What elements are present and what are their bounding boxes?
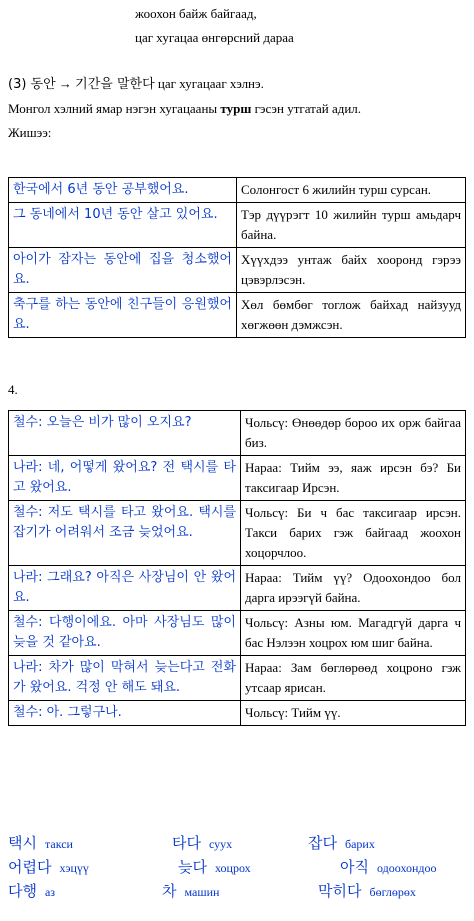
section-3-description [8,100,361,118]
vocab-mongolian: одоохондоо [376,861,437,875]
table-row [9,411,466,456]
vocab-item [178,856,251,877]
korean-cell: 축구를 하는 동안에 친구들이 응원했어요. [9,293,237,338]
vocab-item [172,832,232,853]
korean-cell: 한국에서 6년 동안 공부했어요. [9,178,237,203]
vocab-mongolian: барих [344,837,375,851]
table-row [9,203,466,248]
vocab-korean: 아직 [340,858,369,876]
vocab-korean: 다행 [8,882,37,900]
desc-text: Монгол хэлний ямар нэгэн хугацааны [8,101,221,116]
intro-line-2: цаг хугацаа өнгөрсний дараа [135,30,294,45]
korean-cell: 철수: 저도 택시를 타고 왔어요. 택시를 잡기가 어려워서 조금 늦었어요. [9,501,241,566]
vocab-mongolian: аз [44,885,56,899]
vocab-item [8,832,73,853]
mongolian-cell: Хөл бөмбөг тоглож байхад найзууд хөгжөөн дэмжсэн. [237,293,466,338]
vocab-korean: 타다 [172,834,201,852]
korean-cell: 그 동네에서 10년 동안 살고 있어요. [9,203,237,248]
vocab-korean: 막히다 [318,882,362,900]
table-row [9,501,466,566]
table-row [9,248,466,293]
table-row [9,293,466,338]
mongolian-cell: Хүүхдээ унтаж байх хооронд гэрээ цэвэрлэсэн. [237,248,466,293]
korean-cell: 철수: 다행이에요. 아마 사장님도 많이 늦을 것 같아요. [9,611,241,656]
table-row [9,611,466,656]
table-row [9,178,466,203]
vocab-korean: 어렵다 [8,858,52,876]
mongolian-cell: Нараа: Тийм үү? Одоохондоо бол дарга ирээгүй байна. [241,566,466,611]
vocab-korean: 차 [162,882,177,900]
section-4-heading: 4. [8,382,18,397]
mongolian-cell: Чольсү: Өнөөдөр бороо их орж байгаа биз. [241,411,466,456]
mongolian-cell: Нараа: Тийм ээ, яаж ирсэн бэ? Би таксигаар Ирсэн. [241,456,466,501]
table-row [9,566,466,611]
desc-bold-word: турш [220,101,252,116]
vocab-mongolian: хэцүү [59,861,89,875]
mongolian-cell: Чольсү: Би ч бас таксигаар ирсэн. Такси барих гэж байгаад жоохон хоцорчлоо. [241,501,466,566]
korean-cell: 나라: 네, 어떻게 왔어요? 전 택시를 타고 왔어요. [9,456,241,501]
vocab-item [318,880,416,901]
vocab-item [8,880,55,901]
arrow-icon: → [58,76,72,91]
mongolian-cell: Нараа: Зам бөглөрөөд хоцроно гэж утсаар ярисан. [241,656,466,701]
table-row [9,456,466,501]
desc-text-end: гэсэн утгатай адил. [251,101,362,116]
mongolian-cell: Солонгост 6 жилийн турш сурсан. [237,178,466,203]
korean-cell: 철수: 아. 그렇구나. [9,701,241,726]
vocab-korean: 택시 [8,834,37,852]
korean-cell: 나라: 차가 많이 막혀서 늦는다고 전화가 왔어요. 걱정 안 해도 돼요. [9,656,241,701]
dialogue-table [8,410,466,726]
heading-mongolian: цаг хугацааг хэлнэ. [157,76,264,91]
heading-number: (3) 동안 [8,77,56,92]
heading-korean: 기간을 말한다 [75,77,155,92]
vocab-item [8,856,89,877]
mongolian-cell: Чольсү: Азны юм. Магадгүй дарга ч бас Нэлээн хоцрох юм шиг байна. [241,611,466,656]
section-3-heading [8,75,264,94]
vocab-item [162,880,219,901]
vocab-mongolian: такси [44,837,73,851]
vocab-item [340,856,437,877]
vocab-item [308,832,375,853]
korean-cell: 나라: 그래요? 아직은 사장님이 안 왔어요. [9,566,241,611]
vocab-mongolian: хоцрох [214,861,251,875]
table-row [9,656,466,701]
vocab-mongolian: суух [208,837,233,851]
korean-cell: 아이가 잠자는 동안에 집을 청소했어요. [9,248,237,293]
example-label: Жишээ: [8,125,52,140]
vocab-korean: 잡다 [308,834,337,852]
intro-line-1: жоохон байж байгаад, [135,6,257,21]
mongolian-cell: Чольсү: Тийм үү. [241,701,466,726]
vocab-korean: 늦다 [178,858,207,876]
mongolian-cell: Тэр дүүрэгт 10 жилийн турш амьдарч байна. [237,203,466,248]
vocab-mongolian: бөглөрөх [369,885,416,899]
table-row [9,701,466,726]
example-table-1 [8,177,466,338]
korean-cell: 철수: 오늘은 비가 많이 오지요? [9,411,241,456]
vocab-mongolian: машин [184,885,220,899]
